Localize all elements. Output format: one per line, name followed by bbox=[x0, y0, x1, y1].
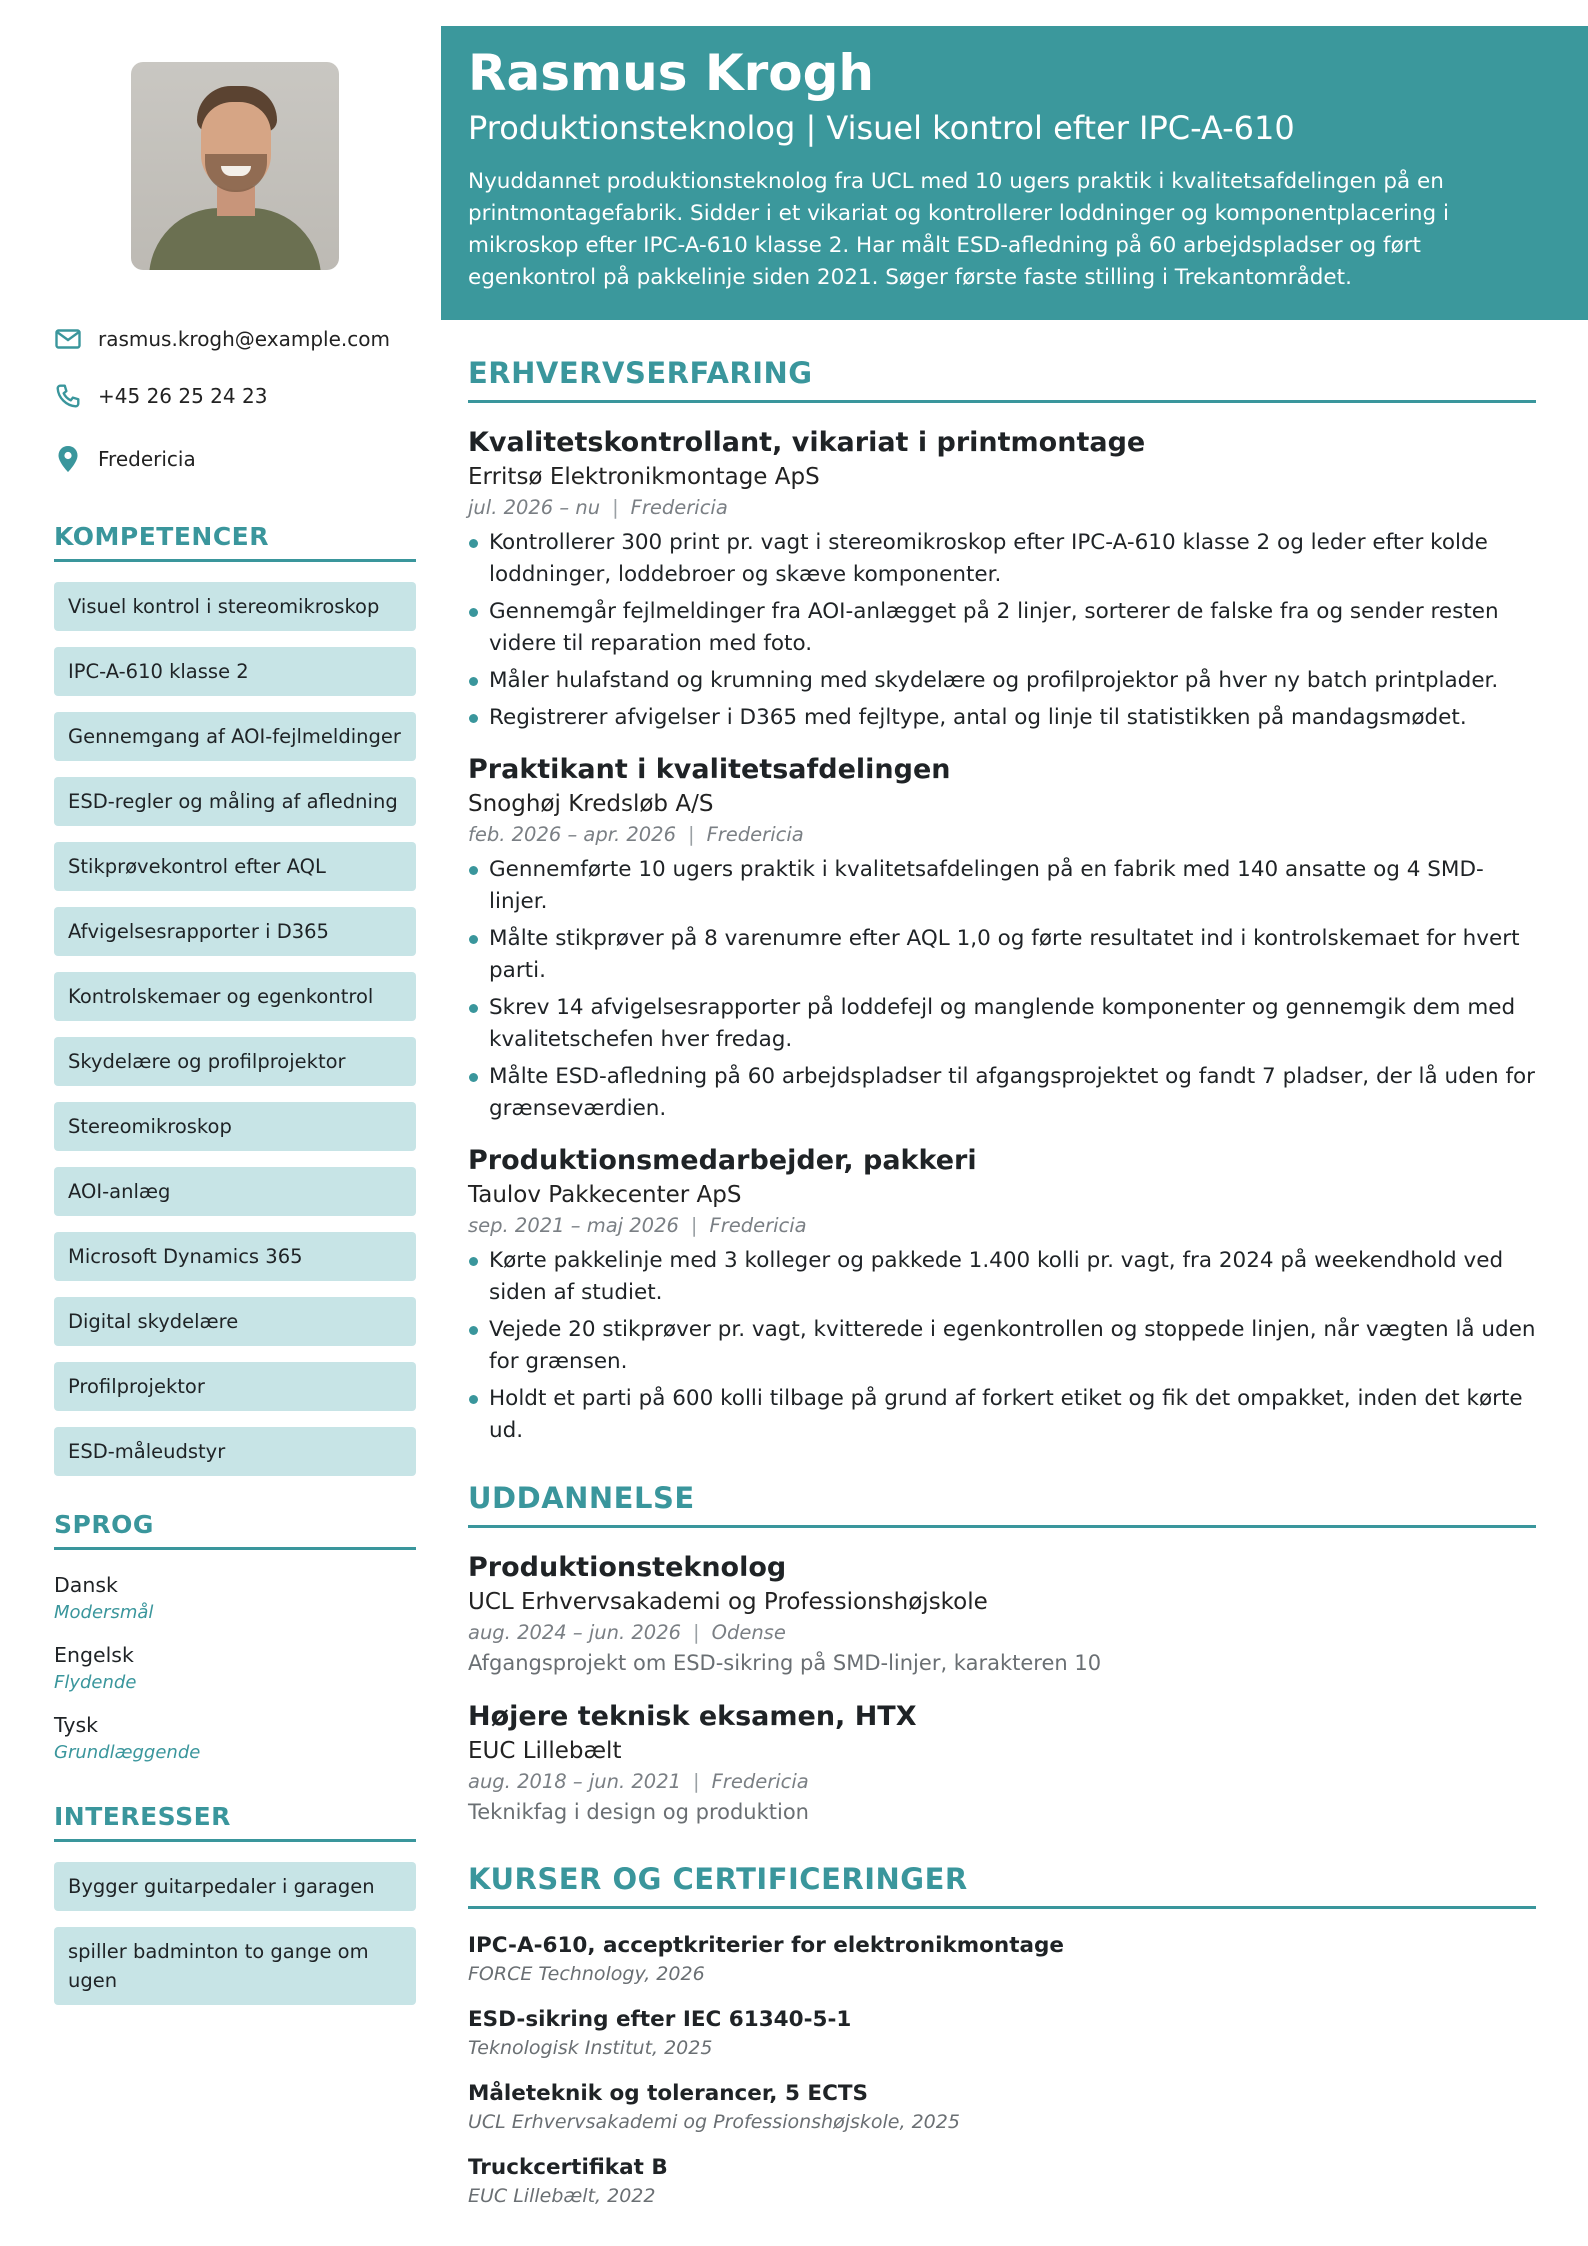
bullet-item: Skrev 14 afvigelsesrapporter på loddefejl og manglende komponenter og gennemgik dem med kvalitetschefen hver fredag. bbox=[468, 992, 1536, 1056]
course-name: Truckcertifikat B bbox=[468, 2155, 668, 2180]
skill-chip: Profilprojektor bbox=[54, 1362, 416, 1411]
bullet-item: Kørte pakkelinje med 3 kolleger og pakkede 1.400 kolli pr. vagt, fra 2024 på weekendhold ved siden af studiet. bbox=[468, 1245, 1536, 1309]
location-pin-icon bbox=[54, 445, 82, 473]
courses-section bbox=[468, 1862, 1536, 2210]
bullet-item: Registrerer afvigelser i D365 med fejltype, antal og linje til statistikken på mandagsmødet. bbox=[468, 702, 1536, 734]
language-item bbox=[54, 1640, 416, 1696]
job-title: Produktionsmedarbejder, pakkeri bbox=[468, 1145, 977, 1176]
education-note: Teknikfag i design og produktion bbox=[468, 1800, 809, 1824]
education-entry bbox=[468, 1699, 1536, 1828]
course-name: Måleteknik og tolerancer, 5 ECTS bbox=[468, 2081, 869, 2106]
job-title: Kvalitetskontrollant, vikariat i printmontage bbox=[468, 427, 1146, 458]
skill-chip: Afvigelsesrapporter i D365 bbox=[54, 907, 416, 956]
course-meta: UCL Erhvervsakademi og Professionshøjskole, 2025 bbox=[468, 2111, 960, 2133]
experience-heading: ERHVERVSERFARING bbox=[468, 356, 1536, 403]
courses-heading: KURSER OG CERTIFICERINGER bbox=[468, 1862, 1536, 1909]
sidebar bbox=[54, 62, 416, 2021]
job-location: Fredericia bbox=[706, 823, 804, 846]
bullet-item: Målte ESD-afledning på 60 arbejdspladser til afgangsprojektet og fandt 7 pladser, der lå uden for grænseværdien. bbox=[468, 1061, 1536, 1125]
profile-summary: Nyuddannet produktionsteknolog fra UCL med 10 ugers praktik i kvalitetsafdelingen på en printmontagefabrik. Sidder i et vikariat og kontrollerer loddninger og komponentplacering i mikroskop efter IPC-A-610 klasse 2. Har målt ESD-afledning på 60 arbejdspladser og ført egenkontrol på pakkelinje siden 2021. Søger første faste stilling i Trekantområdet. bbox=[468, 169, 1449, 290]
skill-chip: ESD-regler og måling af afledning bbox=[54, 777, 416, 826]
skill-chip: Skydelære og profilprojektor bbox=[54, 1037, 416, 1086]
separator: | bbox=[612, 496, 619, 519]
experience-section bbox=[468, 356, 1536, 1447]
education-entry bbox=[468, 1550, 1536, 1679]
bullet-item: Gennemgår fejlmeldinger fra AOI-anlægget på 2 linjer, sorterer de falske fra og sender resten videre til reparation med foto. bbox=[468, 596, 1536, 660]
contact-email[interactable] bbox=[54, 314, 416, 364]
language-name: Dansk bbox=[54, 1573, 118, 1597]
education-heading: UDDANNELSE bbox=[468, 1481, 1536, 1528]
course-entry bbox=[468, 2153, 1536, 2210]
education-section bbox=[468, 1481, 1536, 1828]
job-employer: Taulov Pakkecenter ApS bbox=[468, 1182, 742, 1208]
education-period: aug. 2018 – jun. 2021 bbox=[468, 1770, 682, 1793]
contact-list bbox=[54, 314, 416, 490]
job-period: feb. 2026 – apr. 2026 bbox=[468, 823, 676, 846]
languages-section bbox=[54, 1510, 416, 1766]
candidate-title: Produktionsteknolog | Visuel kontrol efter IPC-A-610 bbox=[468, 109, 1295, 147]
job-title: Praktikant i kvalitetsafdelingen bbox=[468, 754, 951, 785]
education-location: Odense bbox=[711, 1621, 786, 1644]
skill-chip: Kontrolskemaer og egenkontrol bbox=[54, 972, 416, 1021]
interest-chip: Bygger guitarpedaler i garagen bbox=[54, 1862, 416, 1911]
skill-chip: Visuel kontrol i stereomikroskop bbox=[54, 582, 416, 631]
interests-heading: INTERESSER bbox=[54, 1802, 416, 1842]
course-meta: Teknologisk Institut, 2025 bbox=[468, 2037, 713, 2059]
skill-chip: AOI-anlæg bbox=[54, 1167, 416, 1216]
course-entry bbox=[468, 2079, 1536, 2136]
email-text[interactable]: rasmus.krogh@example.com bbox=[98, 327, 390, 351]
bullet-item: Kontrollerer 300 print pr. vagt i stereomikroskop efter IPC-A-610 klasse 2 og leder efter kolde loddninger, loddebroer og skæve komponenter. bbox=[468, 527, 1536, 591]
language-level: Grundlæggende bbox=[54, 1742, 201, 1763]
job-location: Fredericia bbox=[709, 1214, 807, 1237]
separator: | bbox=[688, 823, 695, 846]
separator: | bbox=[693, 1770, 700, 1793]
job-meta bbox=[468, 820, 1536, 850]
skill-chip: ESD-måleudstyr bbox=[54, 1427, 416, 1476]
bullet-item: Holdt et parti på 600 kolli tilbage på grund af forkert etiket og fik det ompakket, inden det kørte ud. bbox=[468, 1383, 1536, 1447]
skills-section bbox=[54, 522, 416, 1476]
bullet-item: Vejede 20 stikprøver pr. vagt, kvitterede i egenkontrollen og stoppede linjen, når vægten lå uden for grænsen. bbox=[468, 1314, 1536, 1378]
education-school: UCL Erhvervsakademi og Professionshøjskole bbox=[468, 1589, 988, 1615]
language-level: Modersmål bbox=[54, 1602, 154, 1623]
mail-icon bbox=[54, 325, 82, 353]
course-meta: EUC Lillebælt, 2022 bbox=[468, 2185, 656, 2207]
profile-photo bbox=[131, 62, 339, 270]
skill-chip: Stikprøvekontrol efter AQL bbox=[54, 842, 416, 891]
job-period: jul. 2026 – nu bbox=[468, 496, 601, 519]
job-bullets bbox=[468, 854, 1536, 1125]
job-meta bbox=[468, 1211, 1536, 1241]
skills-heading: KOMPETENCER bbox=[54, 522, 416, 562]
language-level: Flydende bbox=[54, 1672, 137, 1693]
language-name: Tysk bbox=[54, 1713, 99, 1737]
job-location: Fredericia bbox=[630, 496, 728, 519]
contact-location bbox=[54, 427, 416, 490]
course-name: IPC-A-610, acceptkriterier for elektronikmontage bbox=[468, 1933, 1064, 1958]
job-meta bbox=[468, 493, 1536, 523]
separator: | bbox=[690, 1214, 698, 1237]
course-name: ESD-sikring efter IEC 61340-5-1 bbox=[468, 2007, 852, 2032]
phone-icon bbox=[54, 382, 82, 410]
course-meta: FORCE Technology, 2026 bbox=[468, 1963, 705, 1985]
education-location: Fredericia bbox=[711, 1770, 809, 1793]
bullet-item: Målte stikprøver på 8 varenumre efter AQL 1,0 og førte resultatet ind i kontrolskemaet for hvert parti. bbox=[468, 923, 1536, 987]
job-bullets bbox=[468, 1245, 1536, 1447]
education-meta bbox=[468, 1618, 1536, 1648]
skill-chip: Gennemgang af AOI-fejlmeldinger bbox=[54, 712, 416, 761]
skill-chip: Stereomikroskop bbox=[54, 1102, 416, 1151]
course-entry bbox=[468, 1931, 1536, 1988]
job-employer: Erritsø Elektronikmontage ApS bbox=[468, 464, 820, 490]
job-period: sep. 2021 – maj 2026 bbox=[468, 1214, 679, 1237]
skill-chip: IPC-A-610 klasse 2 bbox=[54, 647, 416, 696]
job-bullets bbox=[468, 527, 1536, 734]
bullet-item: Gennemførte 10 ugers praktik i kvalitetsafdelingen på en fabrik med 140 ansatte og 4 SMD-linjer. bbox=[468, 854, 1536, 918]
course-entry bbox=[468, 2005, 1536, 2062]
separator: | bbox=[693, 1621, 700, 1644]
language-item bbox=[54, 1570, 416, 1626]
job-entry bbox=[468, 425, 1536, 734]
contact-phone[interactable] bbox=[54, 364, 416, 427]
header-banner bbox=[441, 26, 1588, 320]
education-title: Højere teknisk eksamen, HTX bbox=[468, 1701, 917, 1732]
skill-chip: Microsoft Dynamics 365 bbox=[54, 1232, 416, 1281]
location-text: Fredericia bbox=[98, 446, 196, 471]
education-note: Afgangsprojekt om ESD-sikring på SMD-linjer, karakteren 10 bbox=[468, 1651, 1102, 1675]
phone-text[interactable]: +45 26 25 24 23 bbox=[98, 383, 268, 408]
bullet-item: Måler hulafstand og krumning med skydelære og profilprojektor på hver ny batch printplader. bbox=[468, 665, 1536, 697]
job-entry bbox=[468, 1143, 1536, 1447]
interests-section bbox=[54, 1802, 416, 2005]
candidate-name: Rasmus Krogh bbox=[468, 44, 875, 102]
education-meta bbox=[468, 1767, 1536, 1797]
languages-heading: SPROG bbox=[54, 1510, 416, 1550]
job-entry bbox=[468, 752, 1536, 1125]
job-employer: Snoghøj Kredsløb A/S bbox=[468, 791, 714, 817]
education-title: Produktionsteknolog bbox=[468, 1552, 787, 1583]
skill-chip: Digital skydelære bbox=[54, 1297, 416, 1346]
education-period: aug. 2024 – jun. 2026 bbox=[468, 1621, 682, 1644]
language-name: Engelsk bbox=[54, 1643, 134, 1667]
interest-chip: spiller badminton to gange om ugen bbox=[54, 1927, 416, 2005]
language-item bbox=[54, 1710, 416, 1766]
education-school: EUC Lillebælt bbox=[468, 1738, 622, 1764]
main-column bbox=[468, 356, 1536, 2244]
